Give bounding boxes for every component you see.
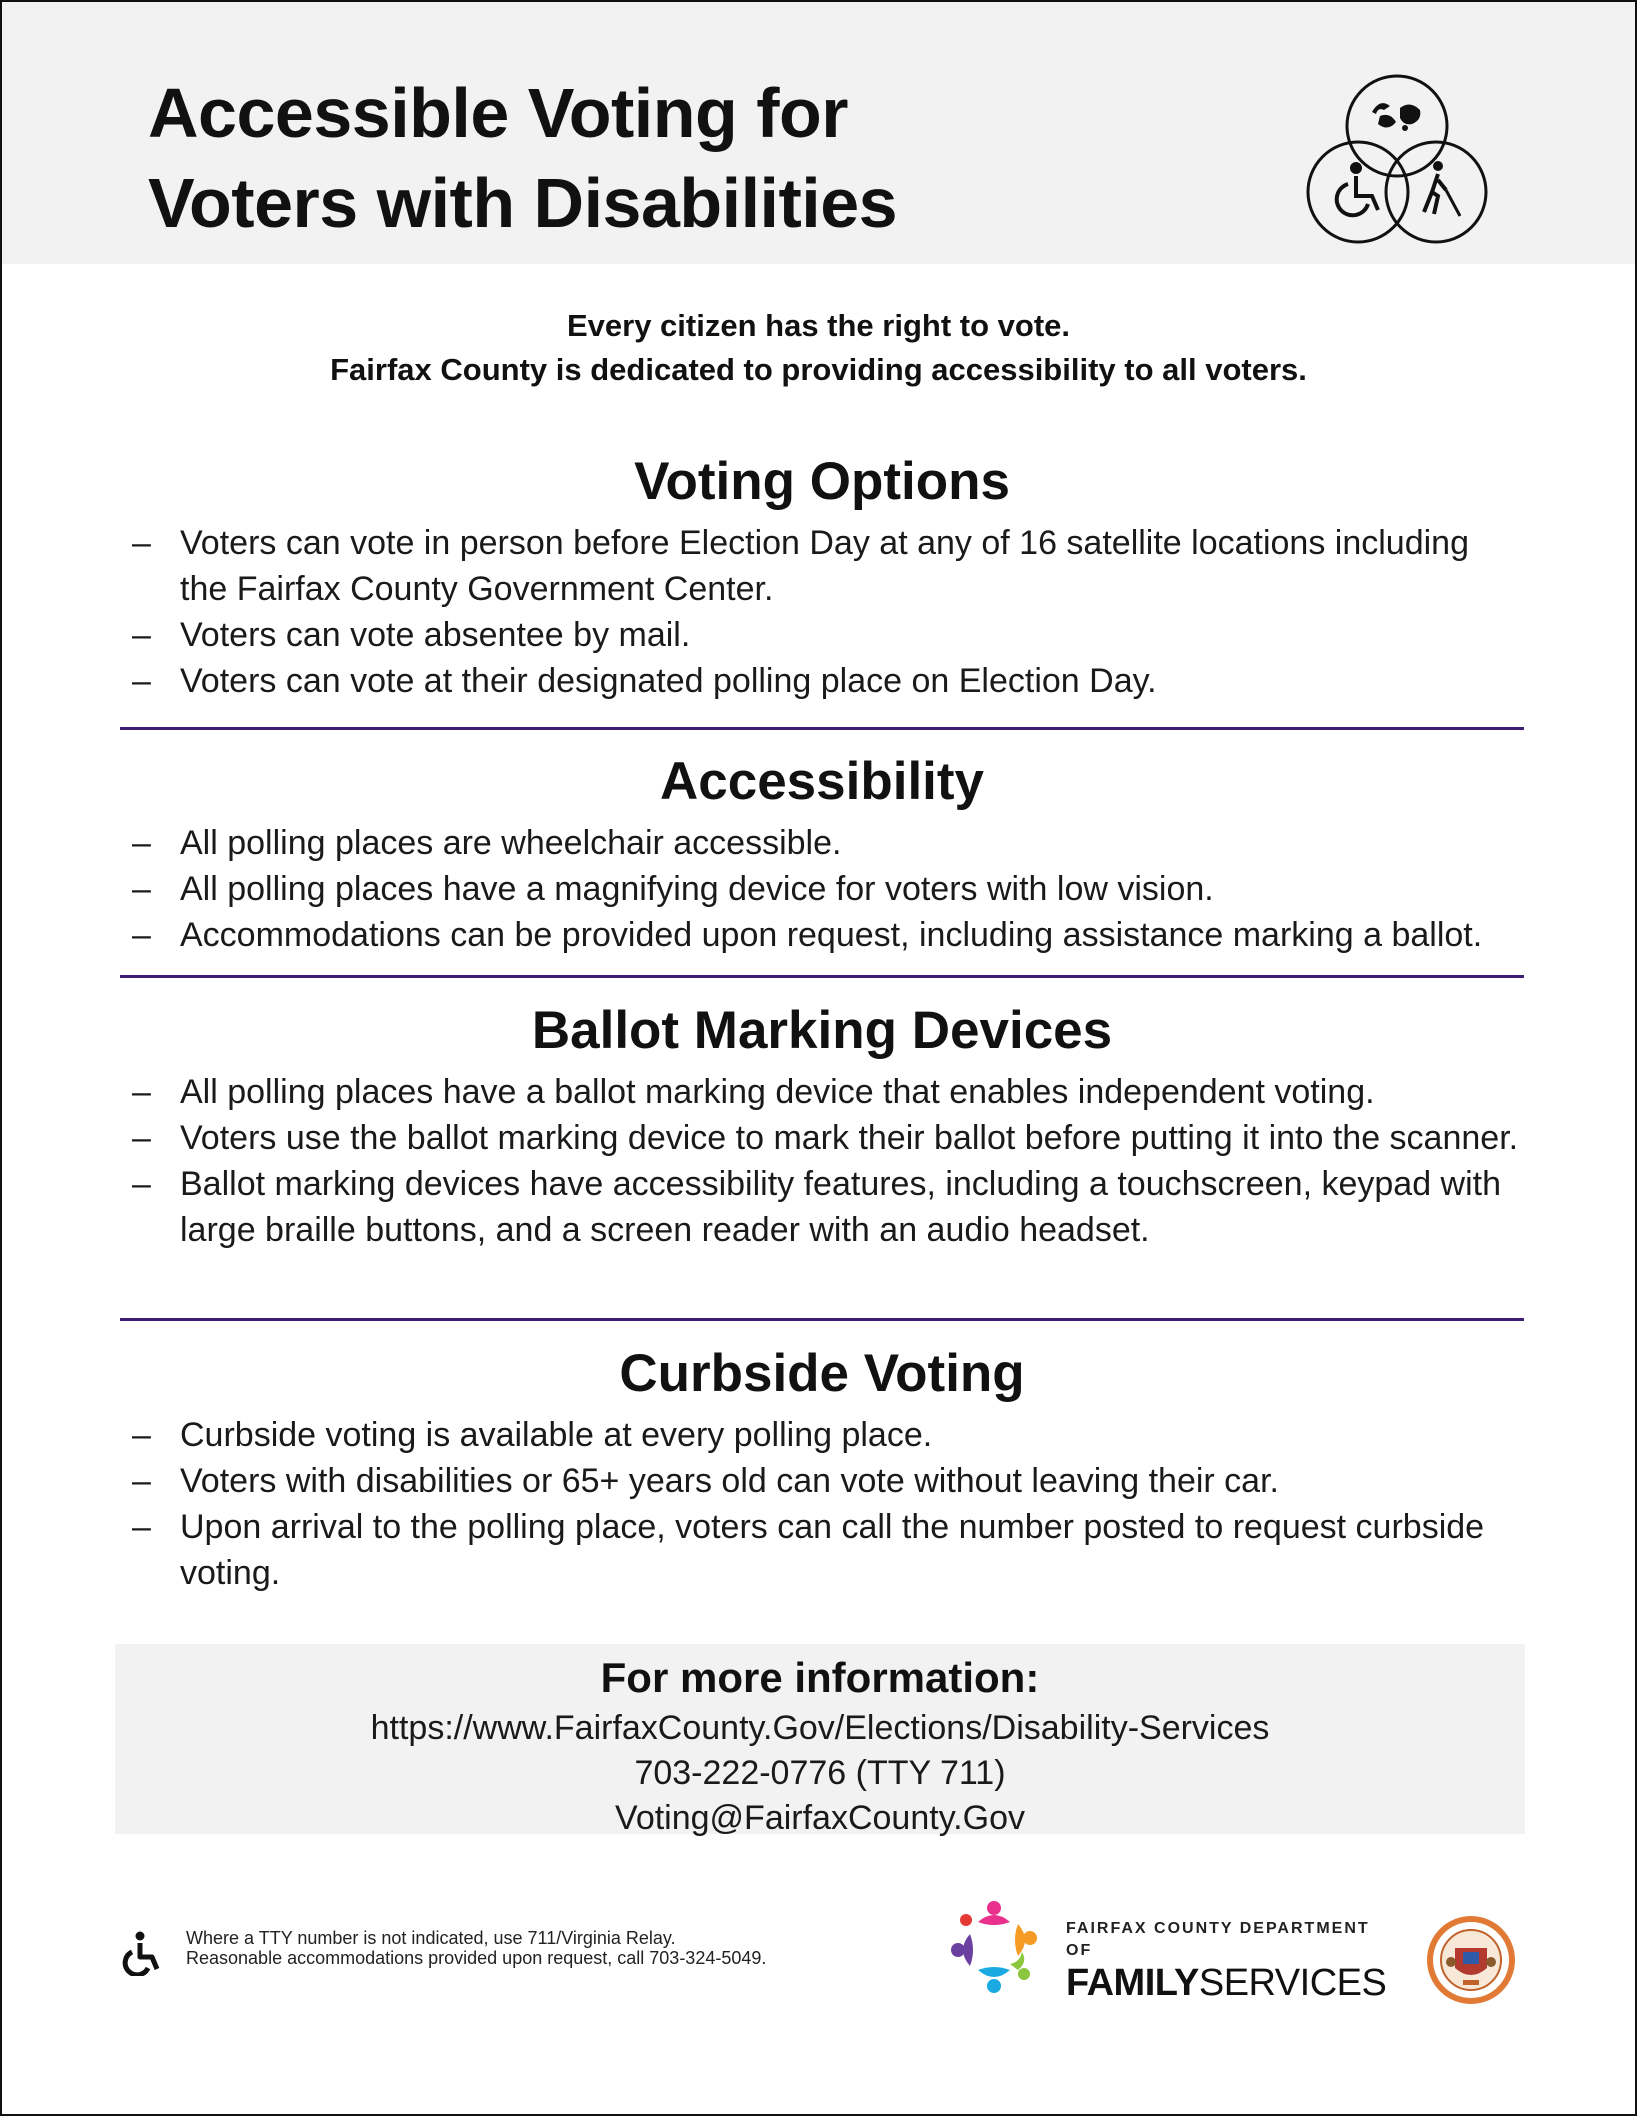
intro-line-2: Fairfax County is dedicated to providing accessibility to all voters. [330, 352, 1307, 387]
accessibility-logo [1302, 68, 1492, 248]
section-heading: Curbside Voting [619, 1344, 1025, 1403]
county-seal-icon [1425, 1914, 1517, 2006]
dept-name [1066, 1962, 1398, 2004]
intro-line-1: Every citizen has the right to vote. [566, 308, 1070, 343]
list-item: – Accommodations can be provided upon request, including assistance marking a ballot. [120, 912, 1524, 958]
title-line-2: Voters with Disabilities [148, 164, 898, 242]
blind-cane-icon [1424, 161, 1460, 216]
info-url[interactable]: https://www.FairfaxCounty.Gov/Elections/Disability-Services [370, 1709, 1270, 1747]
list-item: – Voters can vote in person before Election Day at any of 16 satellite locations including the Fairfax County Government Center. [120, 520, 1524, 612]
section-divider [120, 1318, 1524, 1321]
section-voting-options [120, 450, 1524, 704]
info-email[interactable]: Voting@FairfaxCounty.Gov [615, 1799, 1025, 1837]
note-line-2: Reasonable accommodations provided upon request, call 703-324-5049. [186, 1948, 767, 1968]
dept-label: FAIRFAX COUNTY DEPARTMENT OF [1066, 1920, 1370, 1959]
wheelchair-icon [1337, 164, 1378, 215]
more-info-box [115, 1644, 1525, 1837]
section-curbside-voting [120, 1342, 1524, 1596]
list-item: – Voters can vote absentee by mail. [120, 612, 1524, 658]
family-services-wordmark [1066, 1918, 1398, 2004]
title-line-1: Accessible Voting for [148, 74, 849, 152]
bullet-list [120, 1069, 1524, 1253]
info-phone[interactable]: 703-222-0776 (TTY 711) [634, 1754, 1006, 1792]
family-services-mark-icon [948, 1898, 1040, 1994]
section-divider [120, 727, 1524, 730]
list-item: – All polling places have a magnifying device for voters with low vision. [120, 866, 1524, 912]
list-item: – Curbside voting is available at every polling place. [120, 1412, 1524, 1458]
wheelchair-icon [120, 1930, 166, 1976]
bullet-list [120, 820, 1524, 958]
sign-language-icon [1372, 103, 1420, 131]
list-item: – All polling places have a ballot marking device that enables independent voting. [120, 1069, 1524, 1115]
list-item: – Voters with disabilities or 65+ years old can vote without leaving their car. [120, 1458, 1524, 1504]
dept-name-bold: FAMILY [1066, 1962, 1199, 2004]
section-divider [120, 975, 1524, 978]
list-item: – Ballot marking devices have accessibility features, including a touchscreen, keypad with large braille buttons, and a screen reader with an audio headset. [120, 1161, 1524, 1253]
footer-note [120, 1924, 820, 1984]
list-item: – Upon arrival to the polling place, voters can call the number posted to request curbside voting. [120, 1504, 1524, 1596]
page-title [148, 68, 897, 248]
list-item: – All polling places are wheelchair accessible. [120, 820, 1524, 866]
section-heading: Voting Options [634, 452, 1010, 511]
family-services-logo [948, 1898, 1398, 2004]
list-item: – Voters use the ballot marking device to mark their ballot before putting it into the scanner. [120, 1115, 1524, 1161]
bullet-list [120, 1412, 1524, 1596]
bullet-list [120, 520, 1524, 704]
section-heading: Accessibility [659, 752, 985, 811]
intro-statement [2, 304, 1635, 392]
section-ballot-marking-devices [120, 999, 1524, 1253]
more-info-heading: For more information: [600, 1654, 1040, 1701]
section-accessibility [120, 750, 1524, 958]
section-heading: Ballot Marking Devices [531, 1001, 1113, 1060]
list-item: – Voters can vote at their designated polling place on Election Day. [120, 658, 1524, 704]
footer-note-text [186, 1928, 766, 1968]
note-line-1: Where a TTY number is not indicated, use 711/Virginia Relay. [186, 1928, 676, 1948]
dept-name-regular: SERVICES [1198, 1962, 1387, 2004]
